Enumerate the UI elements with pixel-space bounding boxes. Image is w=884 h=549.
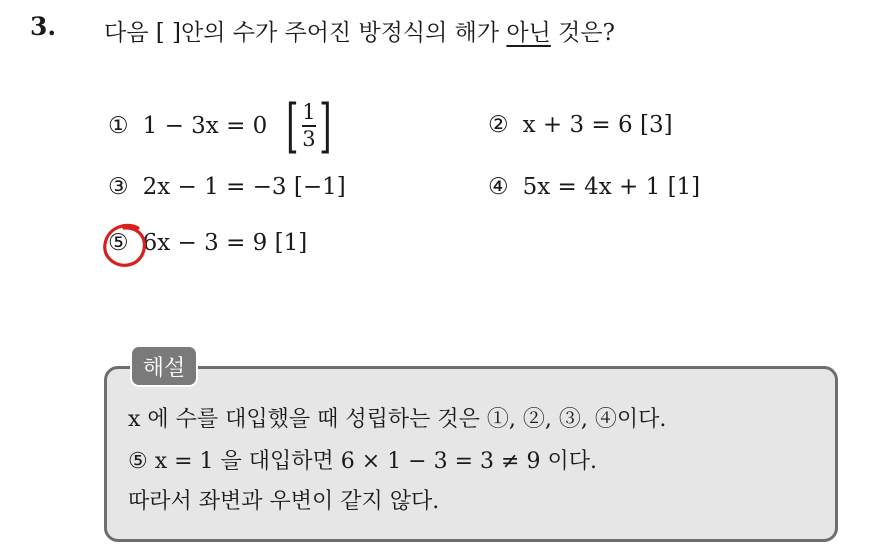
fraction-denominator: 3 — [302, 126, 316, 151]
question-text-after: 것은? — [550, 20, 615, 46]
option-2-answer: [3] — [639, 112, 673, 138]
option-3[interactable] — [108, 174, 346, 200]
option-4-answer: [1] — [667, 174, 701, 200]
option-3-answer: [−1] — [293, 174, 346, 200]
explanation-line-2: ⑤ x = 1 을 대입하면 6 × 1 − 3 = 3 ≠ 9 이다. — [128, 449, 597, 474]
option-5-answer: [1] — [274, 230, 308, 256]
option-1-mark: ① — [108, 113, 129, 139]
right-bracket: ] — [319, 92, 332, 160]
question-number: 3. — [30, 12, 57, 41]
option-4-equation: 5x = 4x + 1 — [522, 174, 661, 200]
explanation-line-3: 따라서 좌변과 우변이 같지 않다. — [128, 489, 440, 514]
option-1-answer — [281, 92, 336, 160]
option-1[interactable] — [108, 92, 337, 160]
question-text-underlined: 아닌 — [506, 20, 551, 46]
answer-circle-mark — [100, 220, 150, 270]
circle-stroke — [105, 225, 145, 265]
option-1-equation: 1 − 3x = 0 — [142, 113, 268, 139]
fraction-numerator: 1 — [302, 100, 316, 125]
option-3-equation: 2x − 1 = −3 — [142, 174, 287, 200]
option-5-equation: 6x − 3 = 9 — [142, 230, 268, 256]
explanation-line-1: x 에 수를 대입했을 때 성립하는 것은 ①, ②, ③, ④이다. — [128, 407, 667, 432]
question-text — [104, 14, 615, 47]
left-bracket: [ — [286, 92, 299, 160]
option-4-mark: ④ — [488, 174, 509, 200]
question-text-before: 다음 [ ]안의 수가 주어진 방정식의 해가 — [104, 20, 507, 46]
option-3-mark: ③ — [108, 174, 129, 200]
option-2[interactable] — [488, 112, 673, 138]
option-4[interactable] — [488, 174, 700, 200]
option-2-mark: ② — [488, 112, 509, 138]
explanation-tab: 해설 — [130, 345, 198, 387]
option-2-equation: x + 3 = 6 — [522, 112, 633, 138]
option-5-mark: ⑤ — [108, 230, 129, 256]
fraction — [302, 101, 316, 151]
